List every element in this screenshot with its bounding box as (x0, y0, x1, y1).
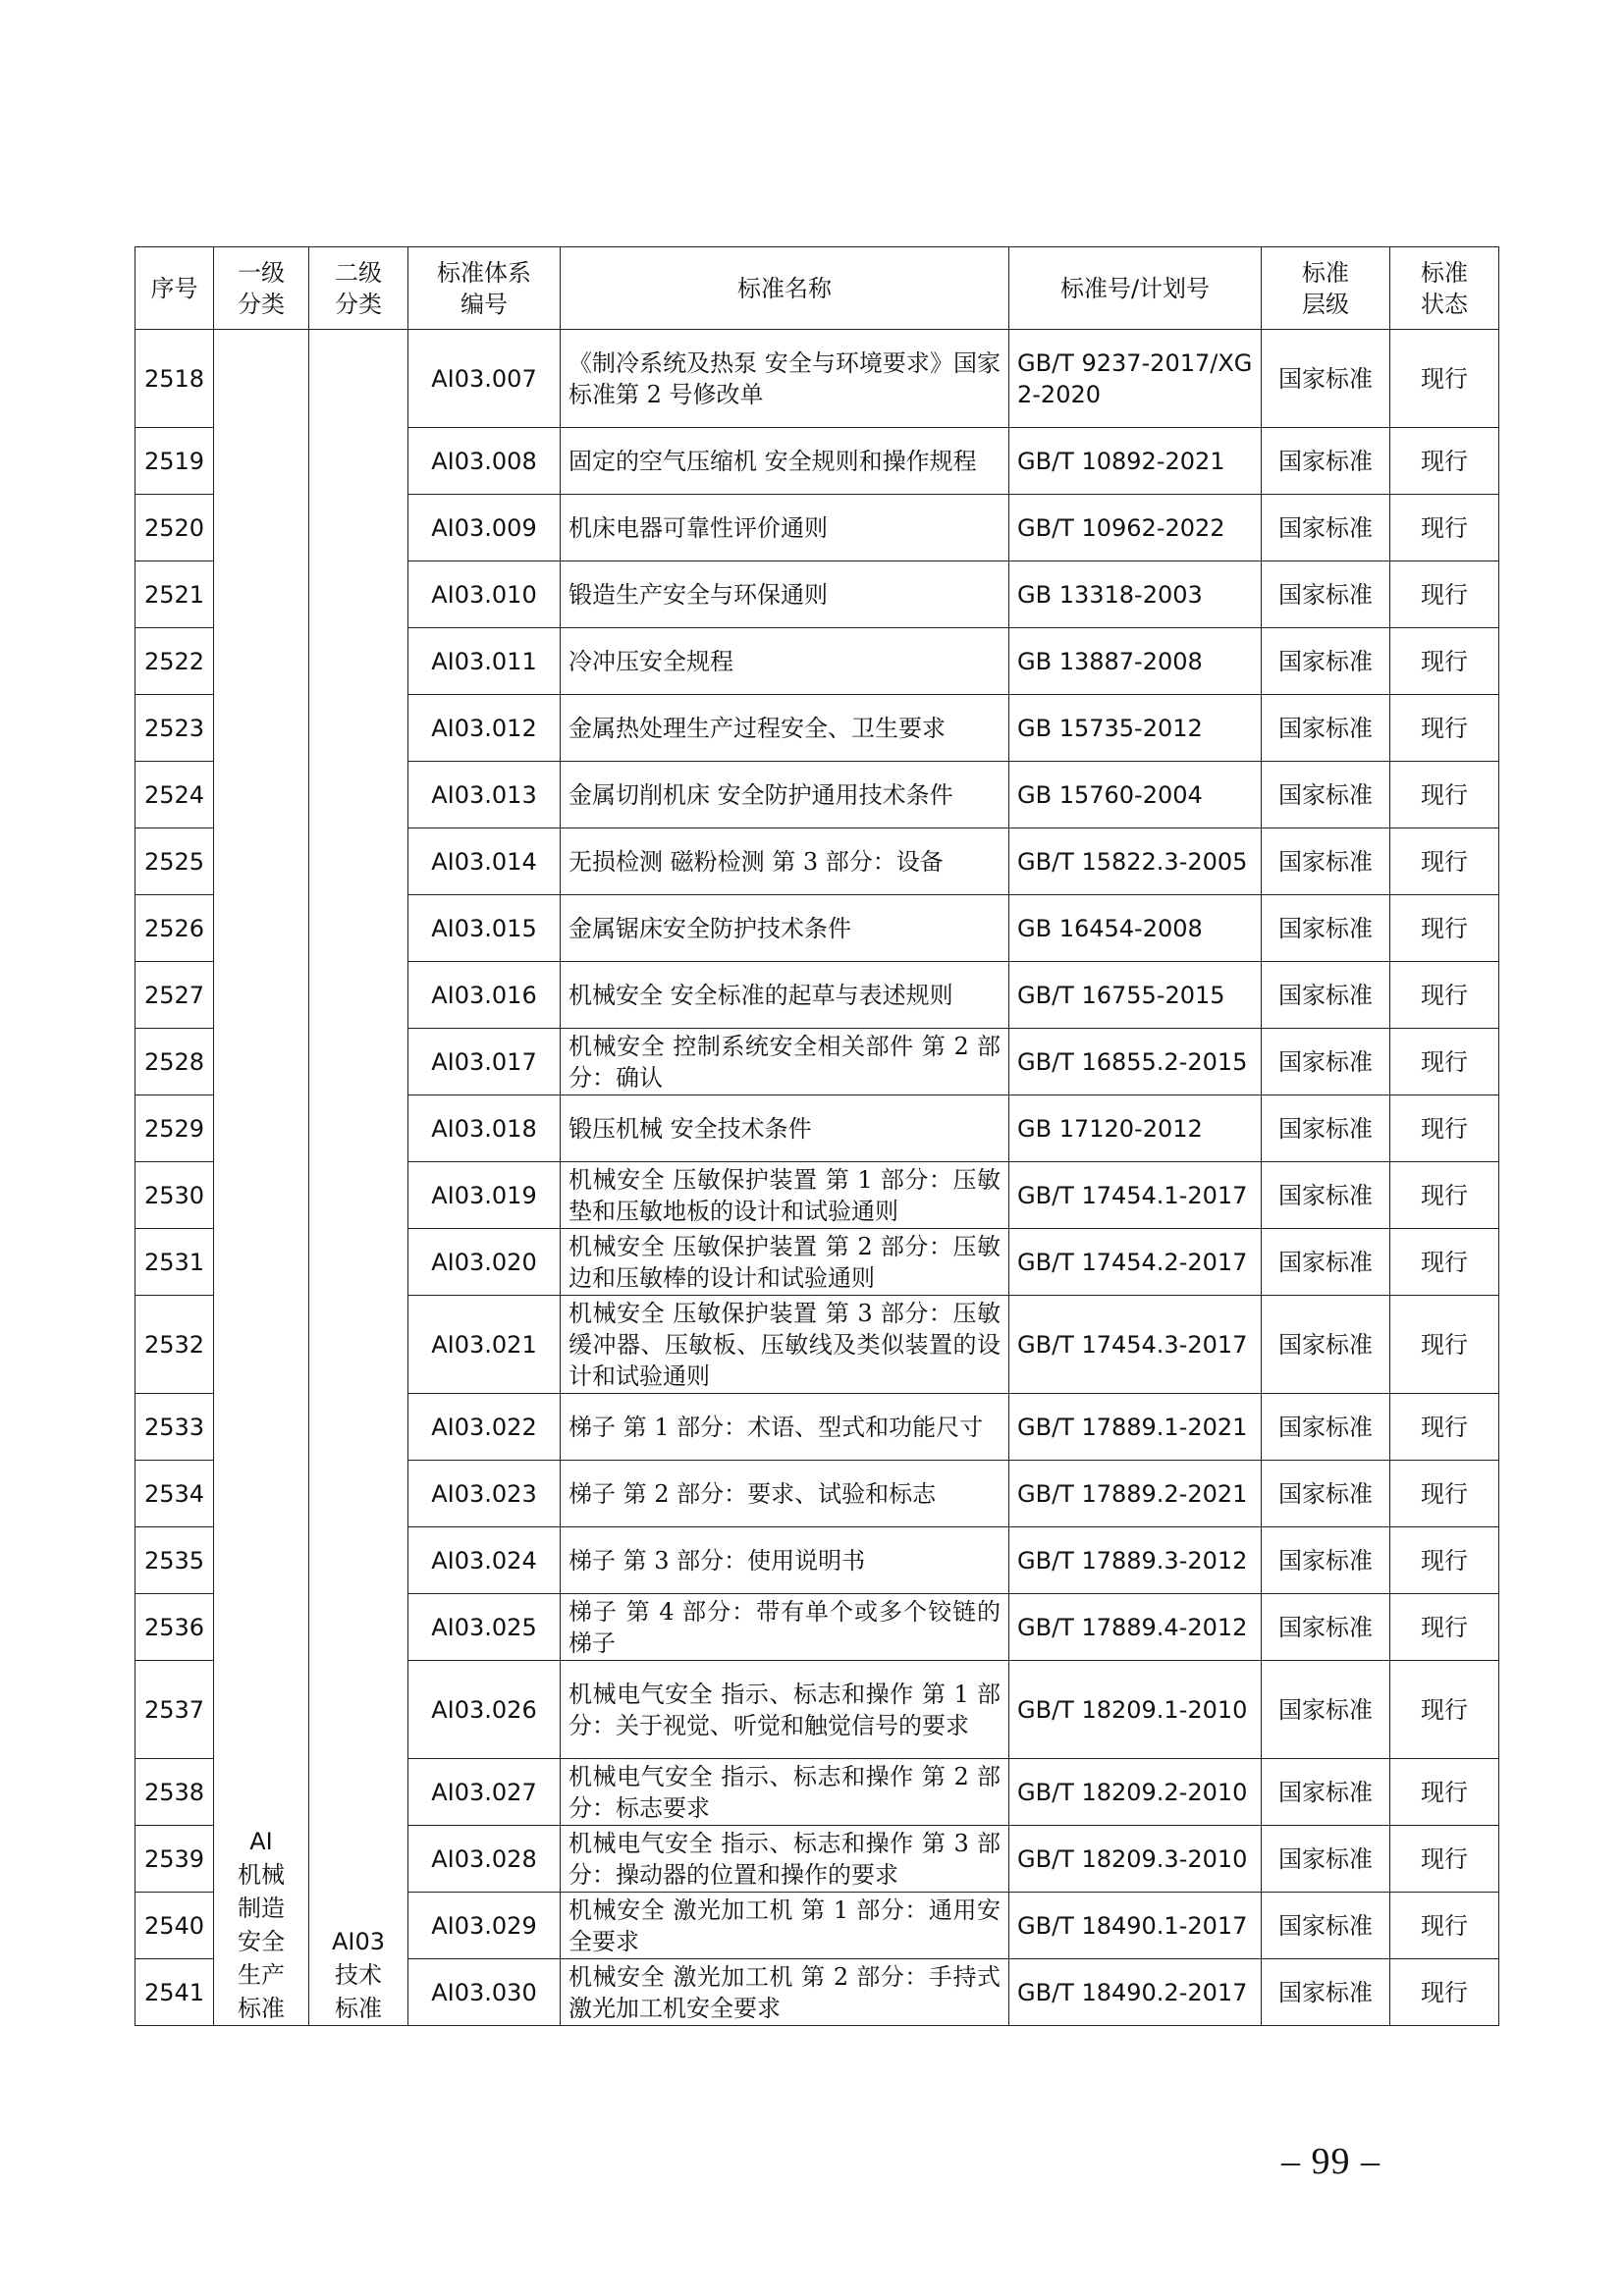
cell-no: 2537 (135, 1661, 214, 1759)
cell-std-name: 固定的空气压缩机 安全规则和操作规程 (561, 428, 1009, 495)
cell-no: 2530 (135, 1162, 214, 1229)
cell-std-level: 国家标准 (1262, 1296, 1390, 1394)
header-level2: 二级 分类 (309, 247, 408, 330)
cell-std-status: 现行 (1390, 1759, 1499, 1826)
header-no: 序号 (135, 247, 214, 330)
header-sys-code: 标准体系 编号 (408, 247, 561, 330)
cell-std-level: 国家标准 (1262, 762, 1390, 828)
cell-std-no: GB/T 16855.2-2015 (1009, 1029, 1262, 1095)
cell-sys-code: AI03.009 (408, 495, 561, 561)
cell-no: 2527 (135, 962, 214, 1029)
cell-std-status: 现行 (1390, 1893, 1499, 1959)
cell-no: 2526 (135, 895, 214, 962)
cell-std-no: GB/T 17889.2-2021 (1009, 1461, 1262, 1527)
cell-no: 2522 (135, 628, 214, 695)
header-std-no: 标准号/计划号 (1009, 247, 1262, 330)
cell-std-level: 国家标准 (1262, 1461, 1390, 1527)
cell-std-no: GB/T 18490.2-2017 (1009, 1959, 1262, 2026)
cell-std-name: 金属锯床安全防护技术条件 (561, 895, 1009, 962)
cell-sys-code: AI03.020 (408, 1229, 561, 1296)
cell-std-status: 现行 (1390, 1296, 1499, 1394)
cell-std-name: 梯子 第 4 部分：带有单个或多个铰链的梯子 (561, 1594, 1009, 1661)
cell-sys-code: AI03.023 (408, 1461, 561, 1527)
cell-no: 2539 (135, 1826, 214, 1893)
cell-std-level: 国家标准 (1262, 1594, 1390, 1661)
cell-level2-category: AI03 技术 标准 (309, 330, 408, 2026)
cell-std-no: GB/T 9237-2017/XG2-2020 (1009, 330, 1262, 428)
cell-std-status: 现行 (1390, 1162, 1499, 1229)
header-name: 标准名称 (561, 247, 1009, 330)
cell-no: 2541 (135, 1959, 214, 2026)
cell-sys-code: AI03.017 (408, 1029, 561, 1095)
cell-sys-code: AI03.030 (408, 1959, 561, 2026)
cell-no: 2535 (135, 1527, 214, 1594)
cell-std-name: 金属切削机床 安全防护通用技术条件 (561, 762, 1009, 828)
cell-std-status: 现行 (1390, 1394, 1499, 1461)
cell-std-status: 现行 (1390, 762, 1499, 828)
cell-std-level: 国家标准 (1262, 1893, 1390, 1959)
cell-std-no: GB/T 17889.3-2012 (1009, 1527, 1262, 1594)
cell-no: 2525 (135, 828, 214, 895)
cell-std-status: 现行 (1390, 1959, 1499, 2026)
cell-sys-code: AI03.008 (408, 428, 561, 495)
cell-std-no: GB 16454-2008 (1009, 895, 1262, 962)
cell-sys-code: AI03.007 (408, 330, 561, 428)
cell-std-name: 金属热处理生产过程安全、卫生要求 (561, 695, 1009, 762)
cell-std-no: GB 15760-2004 (1009, 762, 1262, 828)
cell-std-status: 现行 (1390, 895, 1499, 962)
cell-no: 2521 (135, 561, 214, 628)
cell-std-level: 国家标准 (1262, 495, 1390, 561)
cell-std-status: 现行 (1390, 330, 1499, 428)
cell-no: 2518 (135, 330, 214, 428)
cell-std-level: 国家标准 (1262, 561, 1390, 628)
cell-std-no: GB/T 17889.1-2021 (1009, 1394, 1262, 1461)
cell-std-name: 无损检测 磁粉检测 第 3 部分：设备 (561, 828, 1009, 895)
cell-std-level: 国家标准 (1262, 895, 1390, 962)
cell-std-no: GB/T 17454.3-2017 (1009, 1296, 1262, 1394)
cell-no: 2519 (135, 428, 214, 495)
cell-sys-code: AI03.027 (408, 1759, 561, 1826)
cell-std-name: 机械安全 控制系统安全相关部件 第 2 部分：确认 (561, 1029, 1009, 1095)
cell-sys-code: AI03.012 (408, 695, 561, 762)
cell-std-name: 梯子 第 3 部分：使用说明书 (561, 1527, 1009, 1594)
standards-table (135, 246, 1499, 2026)
cell-std-no: GB 15735-2012 (1009, 695, 1262, 762)
cell-std-level: 国家标准 (1262, 1759, 1390, 1826)
cell-std-no: GB/T 18209.2-2010 (1009, 1759, 1262, 1826)
cell-no: 2520 (135, 495, 214, 561)
cell-std-status: 现行 (1390, 628, 1499, 695)
cell-no: 2529 (135, 1095, 214, 1162)
cell-no: 2524 (135, 762, 214, 828)
cell-std-name: 《制冷系统及热泵 安全与环境要求》国家标准第 2 号修改单 (561, 330, 1009, 428)
page-number: – 99 – (1281, 2141, 1380, 2182)
cell-sys-code: AI03.025 (408, 1594, 561, 1661)
cell-std-no: GB 13318-2003 (1009, 561, 1262, 628)
cell-sys-code: AI03.022 (408, 1394, 561, 1461)
cell-std-no: GB/T 10892-2021 (1009, 428, 1262, 495)
cell-std-status: 现行 (1390, 1095, 1499, 1162)
cell-no: 2534 (135, 1461, 214, 1527)
header-status: 标准 状态 (1390, 247, 1499, 330)
cell-std-name: 机械安全 激光加工机 第 1 部分：通用安全要求 (561, 1893, 1009, 1959)
cell-std-name: 机械电气安全 指示、标志和操作 第 1 部分：关于视觉、听觉和触觉信号的要求 (561, 1661, 1009, 1759)
cell-std-status: 现行 (1390, 1594, 1499, 1661)
cell-std-level: 国家标准 (1262, 1661, 1390, 1759)
header-level: 标准 层级 (1262, 247, 1390, 330)
cell-std-level: 国家标准 (1262, 1029, 1390, 1095)
cell-std-status: 现行 (1390, 495, 1499, 561)
cell-std-level: 国家标准 (1262, 1959, 1390, 2026)
cell-sys-code: AI03.029 (408, 1893, 561, 1959)
cell-std-name: 机床电器可靠性评价通则 (561, 495, 1009, 561)
cell-std-level: 国家标准 (1262, 1162, 1390, 1229)
cell-std-level: 国家标准 (1262, 428, 1390, 495)
cell-sys-code: AI03.018 (408, 1095, 561, 1162)
cell-std-name: 机械安全 压敏保护装置 第 1 部分：压敏垫和压敏地板的设计和试验通则 (561, 1162, 1009, 1229)
cell-no: 2532 (135, 1296, 214, 1394)
table-row (135, 330, 1499, 428)
table-header-row (135, 247, 1499, 330)
cell-sys-code: AI03.021 (408, 1296, 561, 1394)
cell-sys-code: AI03.026 (408, 1661, 561, 1759)
cell-std-no: GB 13887-2008 (1009, 628, 1262, 695)
cell-std-no: GB/T 16755-2015 (1009, 962, 1262, 1029)
cell-no: 2536 (135, 1594, 214, 1661)
cell-std-no: GB/T 10962-2022 (1009, 495, 1262, 561)
cell-std-name: 梯子 第 2 部分：要求、试验和标志 (561, 1461, 1009, 1527)
cell-std-status: 现行 (1390, 561, 1499, 628)
cell-std-no: GB/T 18490.1-2017 (1009, 1893, 1262, 1959)
cell-std-level: 国家标准 (1262, 1095, 1390, 1162)
cell-sys-code: AI03.011 (408, 628, 561, 695)
cell-std-name: 锻造生产安全与环保通则 (561, 561, 1009, 628)
cell-sys-code: AI03.015 (408, 895, 561, 962)
cell-std-status: 现行 (1390, 1661, 1499, 1759)
cell-std-level: 国家标准 (1262, 1394, 1390, 1461)
cell-no: 2528 (135, 1029, 214, 1095)
cell-std-no: GB/T 17889.4-2012 (1009, 1594, 1262, 1661)
cell-std-status: 现行 (1390, 1029, 1499, 1095)
cell-level1-category: AI 机械 制造 安全 生产 标准 (214, 330, 309, 2026)
cell-std-level: 国家标准 (1262, 828, 1390, 895)
cell-no: 2533 (135, 1394, 214, 1461)
cell-std-level: 国家标准 (1262, 962, 1390, 1029)
cell-sys-code: AI03.010 (408, 561, 561, 628)
cell-std-no: GB 17120-2012 (1009, 1095, 1262, 1162)
cell-no: 2538 (135, 1759, 214, 1826)
cell-no: 2523 (135, 695, 214, 762)
cell-std-status: 现行 (1390, 962, 1499, 1029)
cell-no: 2531 (135, 1229, 214, 1296)
cell-sys-code: AI03.016 (408, 962, 561, 1029)
cell-std-name: 机械安全 压敏保护装置 第 3 部分：压敏缓冲器、压敏板、压敏线及类似装置的设计和试验通则 (561, 1296, 1009, 1394)
cell-std-name: 锻压机械 安全技术条件 (561, 1095, 1009, 1162)
cell-std-status: 现行 (1390, 1527, 1499, 1594)
cell-std-level: 国家标准 (1262, 330, 1390, 428)
cell-std-status: 现行 (1390, 1461, 1499, 1527)
cell-no: 2540 (135, 1893, 214, 1959)
cell-sys-code: AI03.019 (408, 1162, 561, 1229)
cell-std-level: 国家标准 (1262, 1229, 1390, 1296)
cell-std-name: 冷冲压安全规程 (561, 628, 1009, 695)
cell-std-name: 机械安全 压敏保护装置 第 2 部分：压敏边和压敏棒的设计和试验通则 (561, 1229, 1009, 1296)
cell-std-status: 现行 (1390, 428, 1499, 495)
cell-sys-code: AI03.013 (408, 762, 561, 828)
cell-std-no: GB/T 17454.1-2017 (1009, 1162, 1262, 1229)
cell-std-no: GB/T 17454.2-2017 (1009, 1229, 1262, 1296)
cell-std-no: GB/T 18209.1-2010 (1009, 1661, 1262, 1759)
header-level1: 一级 分类 (214, 247, 309, 330)
cell-sys-code: AI03.014 (408, 828, 561, 895)
cell-sys-code: AI03.024 (408, 1527, 561, 1594)
cell-std-name: 机械安全 安全标准的起草与表述规则 (561, 962, 1009, 1029)
cell-std-name: 机械电气安全 指示、标志和操作 第 2 部分：标志要求 (561, 1759, 1009, 1826)
cell-std-status: 现行 (1390, 1229, 1499, 1296)
cell-std-no: GB/T 18209.3-2010 (1009, 1826, 1262, 1893)
cell-std-name: 机械安全 激光加工机 第 2 部分：手持式激光加工机安全要求 (561, 1959, 1009, 2026)
cell-std-level: 国家标准 (1262, 628, 1390, 695)
cell-std-level: 国家标准 (1262, 695, 1390, 762)
cell-sys-code: AI03.028 (408, 1826, 561, 1893)
cell-std-status: 现行 (1390, 695, 1499, 762)
cell-std-status: 现行 (1390, 1826, 1499, 1893)
cell-std-level: 国家标准 (1262, 1527, 1390, 1594)
cell-std-level: 国家标准 (1262, 1826, 1390, 1893)
cell-std-no: GB/T 15822.3-2005 (1009, 828, 1262, 895)
cell-std-name: 梯子 第 1 部分：术语、型式和功能尺寸 (561, 1394, 1009, 1461)
cell-std-status: 现行 (1390, 828, 1499, 895)
cell-std-name: 机械电气安全 指示、标志和操作 第 3 部分：操动器的位置和操作的要求 (561, 1826, 1009, 1893)
